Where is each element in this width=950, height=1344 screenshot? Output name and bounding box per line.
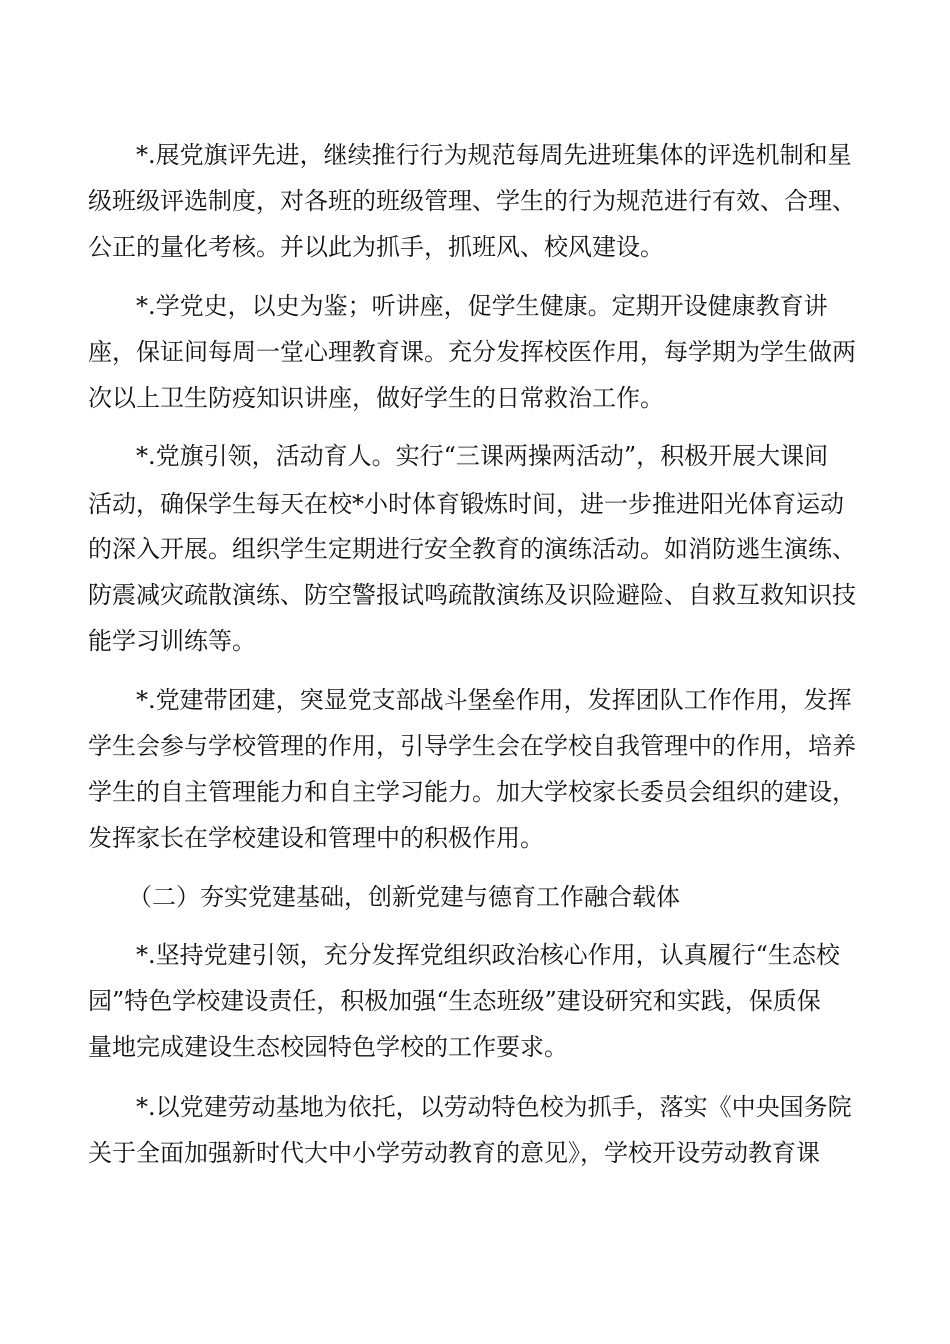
text-line: 防震减灾疏散演练、防空警报试鸣疏散演练及识险避险、自救互救知识技 bbox=[88, 581, 856, 609]
text-line: 发挥家长在学校建设和管理中的积极作用。 bbox=[88, 824, 544, 852]
text-line: 园”特色学校建设责任，积极加强“生态班级”建设研究和实践，保质保 bbox=[88, 987, 821, 1015]
text-line: 活动，确保学生每天在校*小时体育锻炼时间，进一步推进阳光体育运动 bbox=[88, 490, 844, 518]
text-line: 的深入开展。组织学生定期进行安全教育的演练活动。如消防逃生演练、 bbox=[88, 535, 856, 563]
text-line: 能学习训练等。 bbox=[88, 627, 256, 655]
section-heading: （二）夯实党建基础，创新党建与德育工作融合载体 bbox=[128, 883, 680, 911]
text-line: 学生会参与学校管理的作用，引导学生会在学校自我管理中的作用，培养 bbox=[88, 732, 856, 760]
text-line: 级班级评选制度，对各班的班级管理、学生的行为规范进行有效、合理、 bbox=[88, 187, 856, 215]
text-line: 公正的量化考核。并以此为抓手，抓班风、校风建设。 bbox=[88, 233, 664, 261]
text-line: *.坚持党建引领，充分发挥党组织政治核心作用，认真履行“生态校 bbox=[136, 941, 840, 969]
text-line: 量地完成建设生态校园特色学校的工作要求。 bbox=[88, 1033, 568, 1061]
text-line: *.党旗引领，活动育人。实行“三课两操两活动”，积极开展大课间 bbox=[136, 442, 829, 470]
text-line: 座，保证间每周一堂心理教育课。充分发挥校医作用，每学期为学生做两 bbox=[88, 338, 856, 366]
text-line: *.展党旗评先进，继续推行行为规范每周先进班集体的评选机制和星 bbox=[136, 141, 852, 169]
text-line: *.学党史，以史为鉴；听讲座，促学生健康。定期开设健康教育讲 bbox=[136, 292, 828, 320]
text-line: 学生的自主管理能力和自主学习能力。加大学校家长委员会组织的建设， bbox=[88, 778, 856, 806]
text-line: *.党建带团建，突显党支部战斗堡垒作用，发挥团队工作作用，发挥 bbox=[136, 686, 852, 714]
text-line: 次以上卫生防疫知识讲座，做好学生的日常救治工作。 bbox=[88, 384, 664, 412]
text-line: *.以党建劳动基地为依托，以劳动特色校为抓手，落实《中央国务院 bbox=[136, 1093, 852, 1121]
text-line: 关于全面加强新时代大中小学劳动教育的意见》，学校开设劳动教育课 bbox=[88, 1139, 820, 1167]
